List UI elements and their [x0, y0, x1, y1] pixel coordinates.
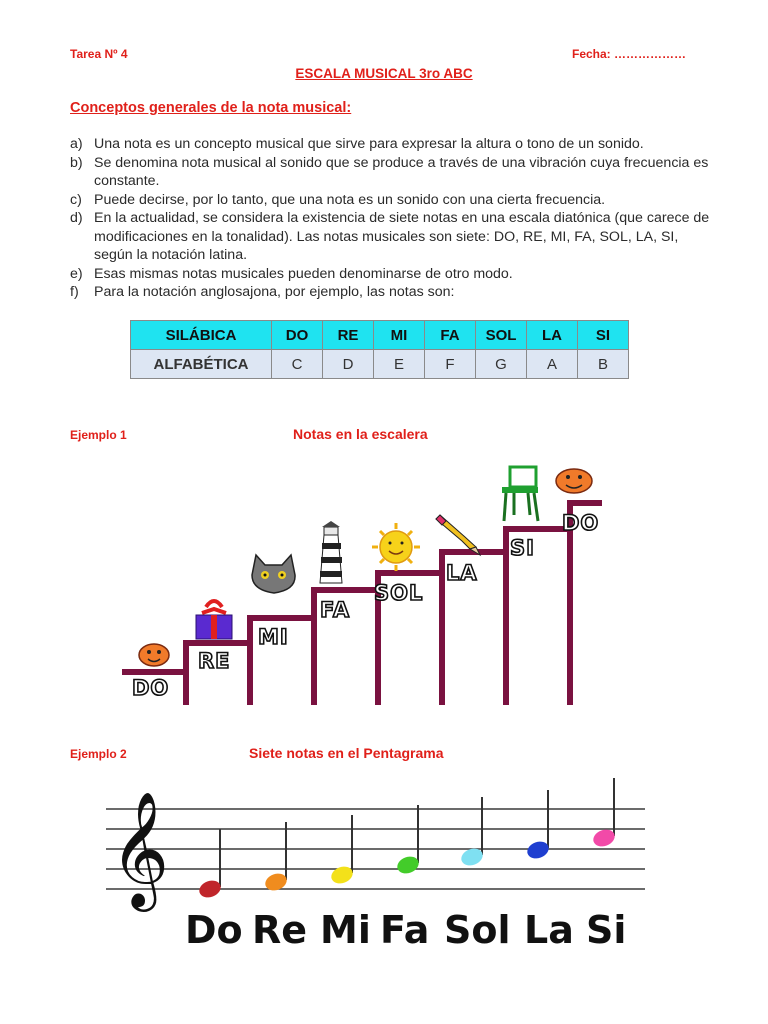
note-si — [591, 778, 617, 849]
row-header-silabica: SILÁBICA — [131, 321, 272, 350]
chair-icon — [502, 467, 538, 521]
note-re — [263, 822, 289, 893]
table-cell: MI — [374, 321, 425, 350]
list-item-text: Para la notación anglosajona, por ejemplo, las notas son: — [94, 284, 455, 300]
note-name-re: Re — [252, 908, 308, 952]
step-label-do: DO — [132, 676, 170, 700]
note-names — [185, 908, 626, 952]
example-1-label: Ejemplo 1 — [70, 428, 127, 442]
step-label-sol: SOL — [374, 581, 424, 605]
example-2-title: Siete notas en el Pentagrama — [249, 745, 444, 761]
staircase-lines — [122, 503, 602, 705]
page-title: ESCALA MUSICAL 3ro ABC — [295, 66, 473, 81]
step-label-si: SI — [510, 536, 535, 560]
list-item-label: e) — [70, 265, 83, 282]
table-cell: E — [374, 350, 425, 379]
homework-number: Tarea Nº 4 — [70, 47, 128, 61]
table-cell: FA — [425, 321, 476, 350]
list-item-text: En la actualidad, se considera la existencia de siete notas en una escala diatónica (que carece de modificaciones en la tonalidad). Las notas musicales son siete: DO, RE, MI, FA, SOL, LA, SI, según la notación latina. — [94, 210, 710, 263]
table-cell: C — [272, 350, 323, 379]
svg-text:𝄞: 𝄞 — [110, 790, 170, 907]
table-cell: SOL — [476, 321, 527, 350]
note-name-mi: Mi — [320, 908, 371, 952]
note-name-fa: Fa — [380, 908, 430, 952]
table-cell: D — [323, 350, 374, 379]
list-item — [70, 265, 710, 284]
example-2-label: Ejemplo 2 — [70, 747, 127, 761]
treble-clef-icon — [110, 790, 169, 912]
table-row-silabica — [131, 321, 629, 350]
table-cell: F — [425, 350, 476, 379]
list-item-text: Puede decirse, por lo tanto, que una nota es un sonido con una cierta frecuencia. — [94, 191, 606, 208]
note-fa — [395, 805, 421, 876]
concept-list — [70, 135, 710, 302]
note-name-la: La — [524, 908, 574, 952]
face-icon — [139, 644, 169, 666]
note-mi — [329, 815, 355, 886]
step-label-mi: MI — [258, 625, 289, 649]
list-item — [70, 283, 710, 302]
table-cell: G — [476, 350, 527, 379]
step-label-re: RE — [198, 649, 231, 673]
note-la — [525, 790, 551, 861]
staff-notes — [197, 778, 617, 900]
note-name-sol: Sol — [444, 908, 511, 952]
list-item-text: Esas mismas notas musicales pueden denominarse de otro modo. — [94, 265, 513, 282]
list-item-label: c) — [70, 191, 82, 208]
face-icon — [556, 469, 592, 493]
list-item — [70, 135, 710, 154]
list-item-label: b) — [70, 154, 83, 171]
staff-lines — [106, 809, 645, 889]
step-label-fa: FA — [320, 598, 351, 622]
date-field: Fecha: ……………… — [572, 47, 687, 61]
notation-table — [130, 320, 629, 379]
staircase-illustration — [110, 455, 610, 710]
note-name-si: Si — [586, 908, 627, 952]
table-cell: DO — [272, 321, 323, 350]
table-cell: SI — [578, 321, 629, 350]
note-do — [197, 829, 223, 900]
staff-illustration — [100, 775, 660, 960]
list-item-label: d) — [70, 210, 83, 226]
list-item-label: a) — [70, 136, 83, 152]
list-item-label: f) — [70, 284, 79, 300]
example-1-title: Notas en la escalera — [293, 426, 428, 442]
row-header-alfabetica: ALFABÉTICA — [131, 350, 272, 379]
table-cell: B — [578, 350, 629, 379]
table-cell: RE — [323, 321, 374, 350]
step-label-do-high: DO — [562, 511, 600, 535]
table-cell: LA — [527, 321, 578, 350]
gift-icon — [196, 601, 232, 639]
concepts-heading: Conceptos generales de la nota musical: — [70, 100, 352, 116]
list-item — [70, 154, 710, 191]
cat-icon — [252, 555, 295, 593]
lighthouse-icon — [320, 521, 342, 583]
sun-icon — [372, 523, 420, 571]
note-sol — [459, 797, 485, 868]
list-item — [70, 209, 710, 265]
table-cell: A — [527, 350, 578, 379]
table-row-alfabetica — [131, 350, 629, 379]
step-label-la: LA — [446, 561, 478, 585]
note-name-do: Do — [185, 908, 243, 952]
list-item-text: Una nota es un concepto musical que sirve para expresar la altura o tono de un sonido. — [94, 136, 644, 152]
list-item-text: Se denomina nota musical al sonido que se produce a través de una vibración cuya frecuencia es constante. — [94, 154, 709, 189]
list-item — [70, 191, 710, 210]
